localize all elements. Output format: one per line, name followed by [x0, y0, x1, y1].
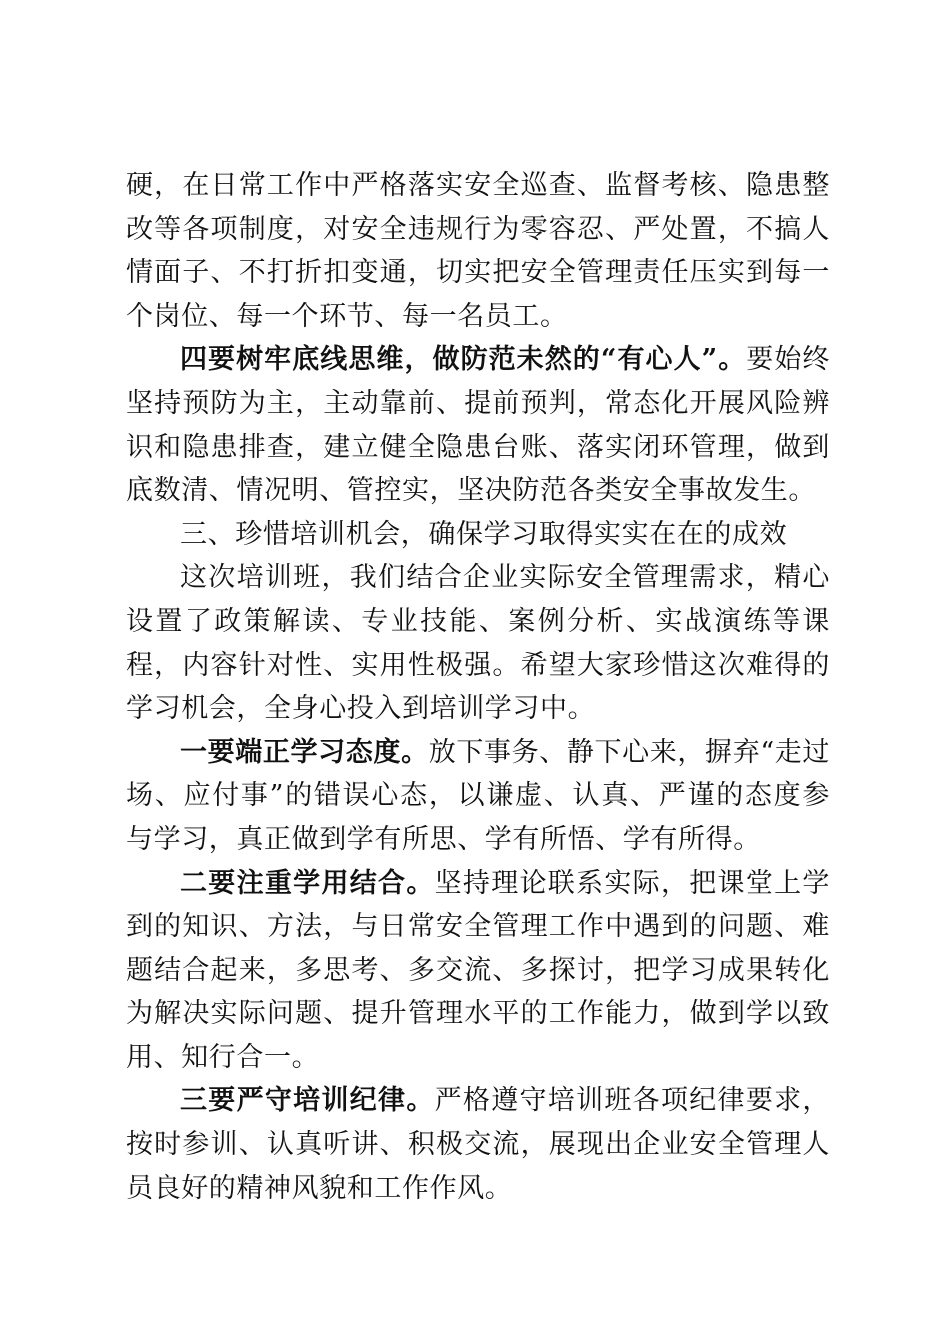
document-body — [126, 164, 830, 1210]
paragraph-text: 要始终坚持预防为主，主动靠前、提前预判，常态化开展风险辨识和隐患排查，建立健全隐患台账、落实闭环管理，做到底数清、情况明、管控实，坚决防范各类安全事故发生。 — [126, 344, 830, 507]
paragraph-text: 这次培训班，我们结合企业实际安全管理需求，精心设置了政策解读、专业技能、案例分析、实战演练等课程，内容针对性、实用性极强。希望大家珍惜这次难得的学习机会，全身心投入到培训学习中。 — [126, 562, 830, 725]
paragraph-duty-continuation — [126, 164, 830, 338]
paragraph-lead-heading: 四要树牢底线思维，做防范未然的“有心人”。 — [180, 344, 747, 376]
paragraph-lead-heading: 二要注重学用结合。 — [180, 867, 435, 899]
paragraph-learning-application — [126, 862, 830, 1080]
paragraph-training-discipline — [126, 1079, 830, 1210]
section-heading-text: 三、珍惜培训机会，确保学习取得实实在在的成效 — [180, 518, 788, 550]
section-heading-cherish-training — [126, 513, 830, 557]
paragraph-training-intro — [126, 556, 830, 730]
paragraph-text: 坚持理论联系实际，把课堂上学到的知识、方法，与日常安全管理工作中遇到的问题、难题结合起来，多思考、多交流、多探讨，把学习成果转化为解决实际问题、提升管理水平的工作能力，做到学以致用、知行合一。 — [126, 867, 830, 1073]
paragraph-text: 放下事务、静下心来，摒弃“走过场、应付事”的错误心态，以谦虚、认真、严谨的态度参与学习，真正做到学有所思、学有所悟、学有所得。 — [126, 736, 830, 855]
paragraph-lead-heading: 三要严守培训纪律。 — [180, 1085, 435, 1117]
paragraph-text: 严格遵守培训班各项纪律要求，按时参训、认真听讲、积极交流，展现出企业安全管理人员良好的精神风貌和工作作风。 — [126, 1085, 830, 1204]
paragraph-lead-heading: 一要端正学习态度。 — [180, 736, 429, 768]
paragraph-text: 硬，在日常工作中严格落实安全巡查、监督考核、隐患整改等各项制度，对安全违规行为零容忍、严处置，不搞人情面子、不打折扣变通，切实把安全管理责任压实到每一个岗位、每一个环节、每一名员工。 — [126, 170, 830, 332]
paragraph-bottom-line-thinking — [126, 338, 830, 512]
paragraph-learning-attitude — [126, 731, 830, 862]
